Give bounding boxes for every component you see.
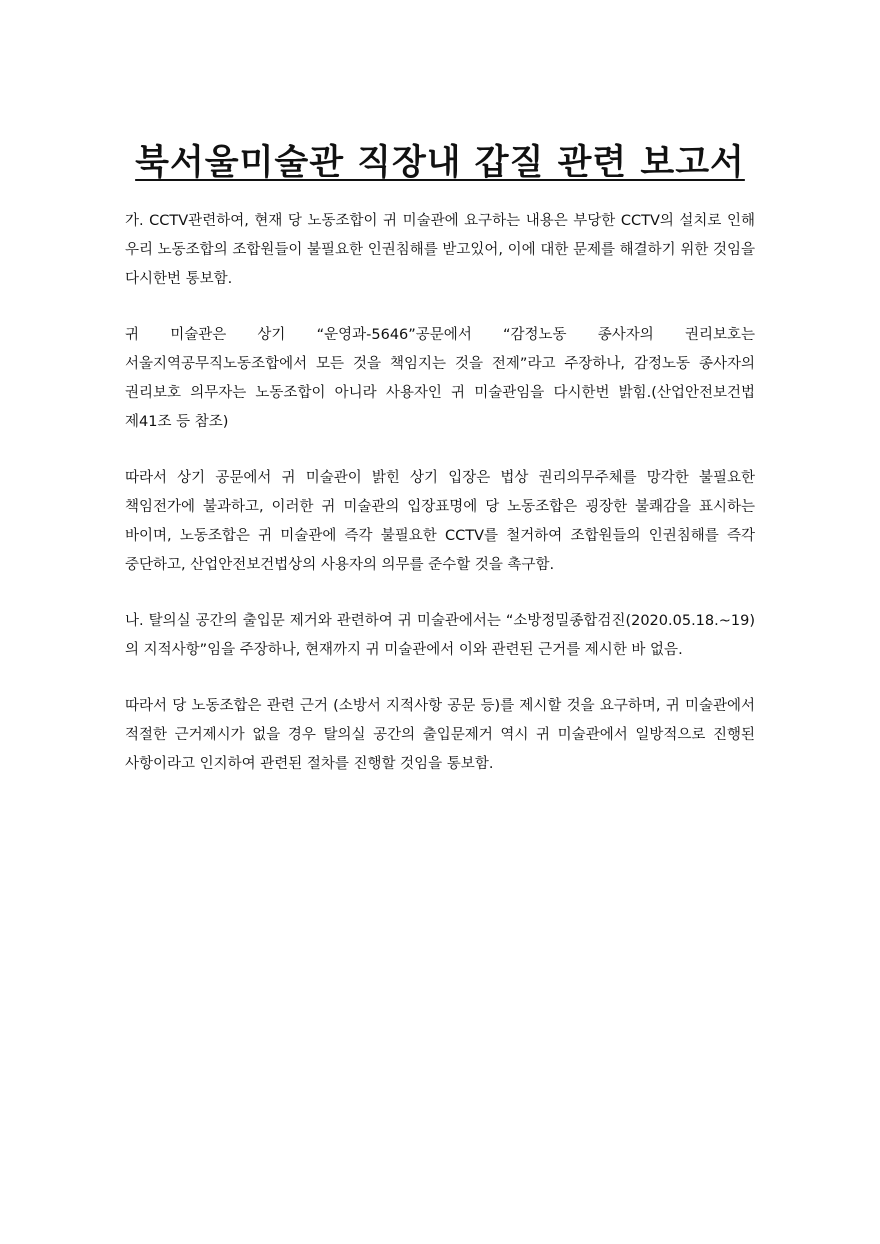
paragraph-emotional-labor: 귀 미술관은 상기 “운영과-5646”공문에서 “감정노동 종사자의 권리보호는 서울지역공무직노동조합에서 모든 것을 책임지는 것을 전제”라고 주장하나, 감정노동 종사자의 권리보호 의무자는 노동조합이 아니라 사용자인 귀 미술관임을 다시한번 밝힘.(산업안전보건법 제41조 등 참조) — [125, 327, 755, 430]
document-title: 북서울미술관 직장내 갑질 관련 보고서 — [135, 143, 745, 183]
paragraph-locker-room-door: 나. 탈의실 공간의 출입문 제거와 관련하여 귀 미술관에서는 “소방정밀종합검진(2020.05.18.~19)의 지적사항”임을 주장하나, 현재까지 귀 미술관에서 이와 관련된 근거를 제시한 바 없음. — [125, 613, 755, 658]
paragraph-cctv-request: 가. CCTV관련하여, 현재 당 노동조합이 귀 미술관에 요구하는 내용은 부당한 CCTV의 설치로 인해 우리 노동조합의 조합원들이 불필요한 인권침해를 받고있어, 이에 대한 문제를 해결하기 위한 것임을 다시한번 통보함. — [125, 213, 755, 287]
paragraph-cctv-demand: 따라서 상기 공문에서 귀 미술관이 밝힌 상기 입장은 법상 권리의무주체를 망각한 불필요한 책임전가에 불과하고, 이러한 귀 미술관의 입장표명에 당 노동조합은 굉장한 불쾌감을 표시하는 바이며, 노동조합은 귀 미술관에 즉각 불필요한 CCTV를 철거하여 조합원들의 인권침해를 즉각 중단하고, 산업안전보건법상의 사용자의 의무를 준수할 것을 촉구함. — [125, 470, 755, 573]
paragraph-evidence-request: 따라서 당 노동조합은 관련 근거 (소방서 지적사항 공문 등)를 제시할 것을 요구하며, 귀 미술관에서 적절한 근거제시가 없을 경우 탈의실 공간의 출입문제거 역시 귀 미술관에서 일방적으로 진행된 사항이라고 인지하여 관련된 절차를 진행할 것임을 통보함. — [125, 698, 755, 772]
document-body — [125, 207, 755, 806]
